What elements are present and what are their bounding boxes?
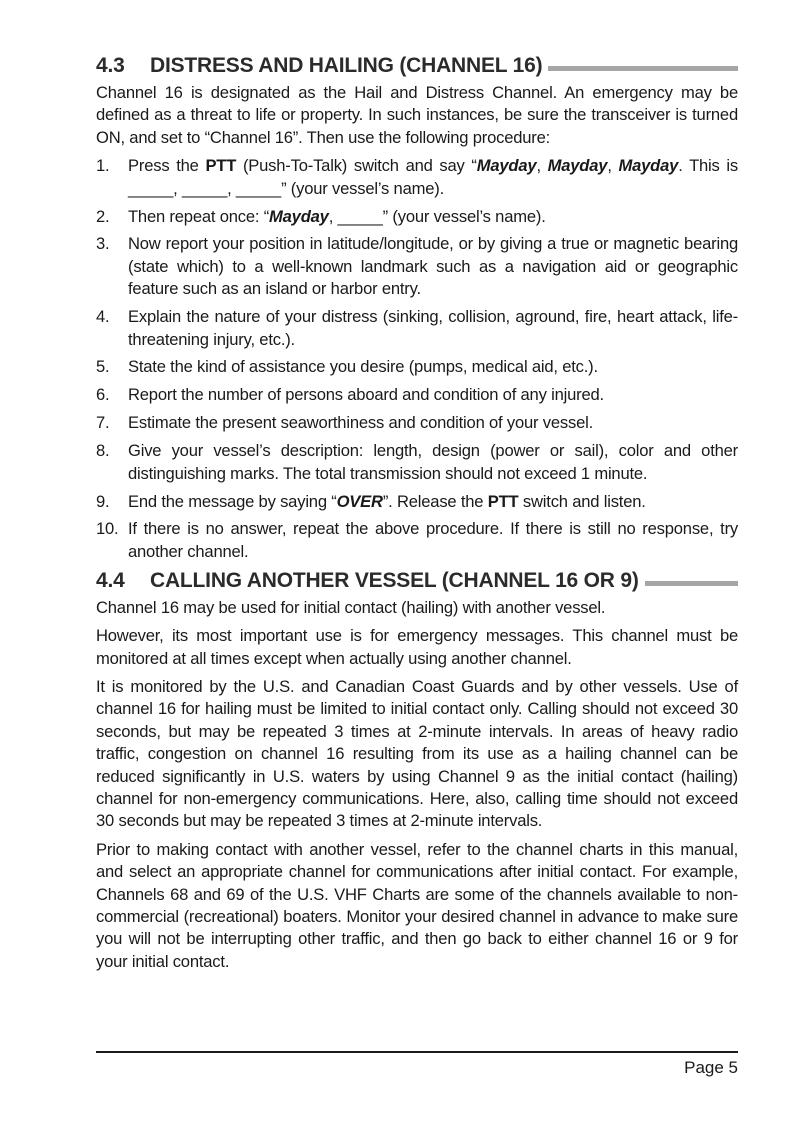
procedure-step: [96, 491, 738, 513]
procedure-step: [96, 306, 738, 351]
section-number: 4.3: [96, 54, 125, 77]
section-4-4-paragraph: Prior to making contact with another vessel, refer to the channel charts in this manual, and select an appropriate channel for communications after initial contact. For example, Channels 68 and 69 of the U.S. VHF Charts are some of the channels available to non-commercial (recreational) boaters. Monitor your desired channel in advance to make sure you will not be interrupting other traffic, and then go back to either channel 16 or 9 for your initial contact.: [96, 839, 738, 971]
procedure-step: [96, 206, 738, 228]
section-title: CALLING ANOTHER VESSEL (CHANNEL 16 OR 9): [150, 568, 639, 592]
over-term: OVER: [336, 491, 383, 511]
step-text: State the kind of assistance you desire (pumps, medical aid, etc.).: [128, 357, 598, 377]
mayday-term: Mayday: [547, 156, 608, 176]
step-text: . This is _____, _____, _____” (your vessel’s name).: [128, 156, 738, 198]
procedure-step: [96, 155, 738, 200]
step-number: 2.: [96, 206, 110, 226]
procedure-step: [96, 518, 738, 563]
section-title: DISTRESS AND HAILING (CHANNEL 16): [150, 54, 543, 77]
step-text: ”. Release the: [382, 491, 488, 511]
section-4-3-intro: Channel 16 is designated as the Hail and Distress Channel. An emergency may be defined as a threat to life or property. In such instances, be sure the transceiver is turned ON, and set to “Channel 16”. Then use the following procedure:: [96, 83, 738, 147]
section-4-4-paragraph: It is monitored by the U.S. and Canadian Coast Guards and by other vessels. Use of channel 16 for hailing must be limited to initial contact only. Calling should not exceed 30 seconds, but may be repeated 3 times at 2-minute intervals. In areas of heavy radio traffic, congestion on channel 16 resulting from its use as a hailing channel can be reduced significantly in U.S. waters by using Channel 9 as the initial contact (hailing) channel for non-emergency communications. Here, also, calling time should not exceed 30 seconds but may be repeated 3 times at 2-minute intervals.: [96, 676, 738, 831]
step-number: 4.: [96, 307, 110, 327]
section-heading-4-3: [96, 54, 738, 78]
heading-title: [96, 569, 645, 593]
step-number: 9.: [96, 491, 110, 511]
ptt-term: PTT: [487, 491, 519, 511]
ptt-term: PTT: [205, 156, 237, 176]
step-number: 5.: [96, 357, 110, 377]
step-text: (Push-To-Talk) switch and say “: [236, 156, 477, 176]
procedure-step: [96, 356, 738, 378]
step-text: Then repeat once: “: [128, 206, 270, 226]
page-number: Page 5: [684, 1058, 738, 1077]
step-text: Report the number of persons aboard and condition of any injured.: [128, 385, 604, 405]
step-number: 7.: [96, 413, 110, 433]
footer-rule: [96, 1051, 738, 1053]
step-text: If there is no answer, repeat the above procedure. If there is still no response, try another channel.: [128, 519, 738, 561]
step-text: Now report your position in latitude/longitude, or by giving a true or magnetic bearing (state which) to a well-known landmark such as a navigation aid or geographic feature such as an island or harbor entry.: [128, 234, 738, 299]
step-text: ,: [536, 156, 548, 176]
mayday-term: Mayday: [269, 206, 329, 226]
step-text: switch and listen.: [518, 491, 646, 511]
step-number: 6.: [96, 385, 110, 405]
step-text: Explain the nature of your distress (sinking, collision, aground, fire, heart attack, life-threatening injury, etc.).: [128, 307, 738, 349]
procedure-step: [96, 233, 738, 300]
section-heading-4-4: [96, 569, 738, 593]
procedure-step: [96, 384, 738, 406]
distress-procedure-list: [96, 155, 738, 563]
step-text: Press the: [128, 156, 206, 176]
step-text: Estimate the present seaworthiness and condition of your vessel.: [128, 413, 593, 433]
heading-title: [96, 54, 548, 78]
procedure-step: [96, 440, 738, 485]
step-text: , _____” (your vessel’s name).: [328, 206, 546, 226]
section-number: 4.4: [96, 568, 125, 592]
step-number: 3.: [96, 234, 110, 254]
step-text: End the message by saying “: [128, 491, 337, 511]
step-text: ,: [607, 156, 619, 176]
step-number: 8.: [96, 441, 110, 461]
mayday-term: Mayday: [476, 156, 537, 176]
procedure-step: [96, 412, 738, 434]
section-4-4-paragraph: Channel 16 may be used for initial contact (hailing) with another vessel.: [96, 597, 606, 617]
mayday-term: Mayday: [618, 156, 679, 176]
manual-page: [96, 54, 738, 979]
section-4-4-paragraph: However, its most important use is for emergency messages. This channel must be monitored at all times except when actually using another channel.: [96, 626, 738, 668]
step-number: 10.: [96, 519, 119, 539]
step-number: 1.: [96, 156, 110, 176]
step-text: Give your vessel’s description: length, design (power or sail), color and other distinguishing marks. The total transmission should not exceed 1 minute.: [128, 441, 738, 483]
